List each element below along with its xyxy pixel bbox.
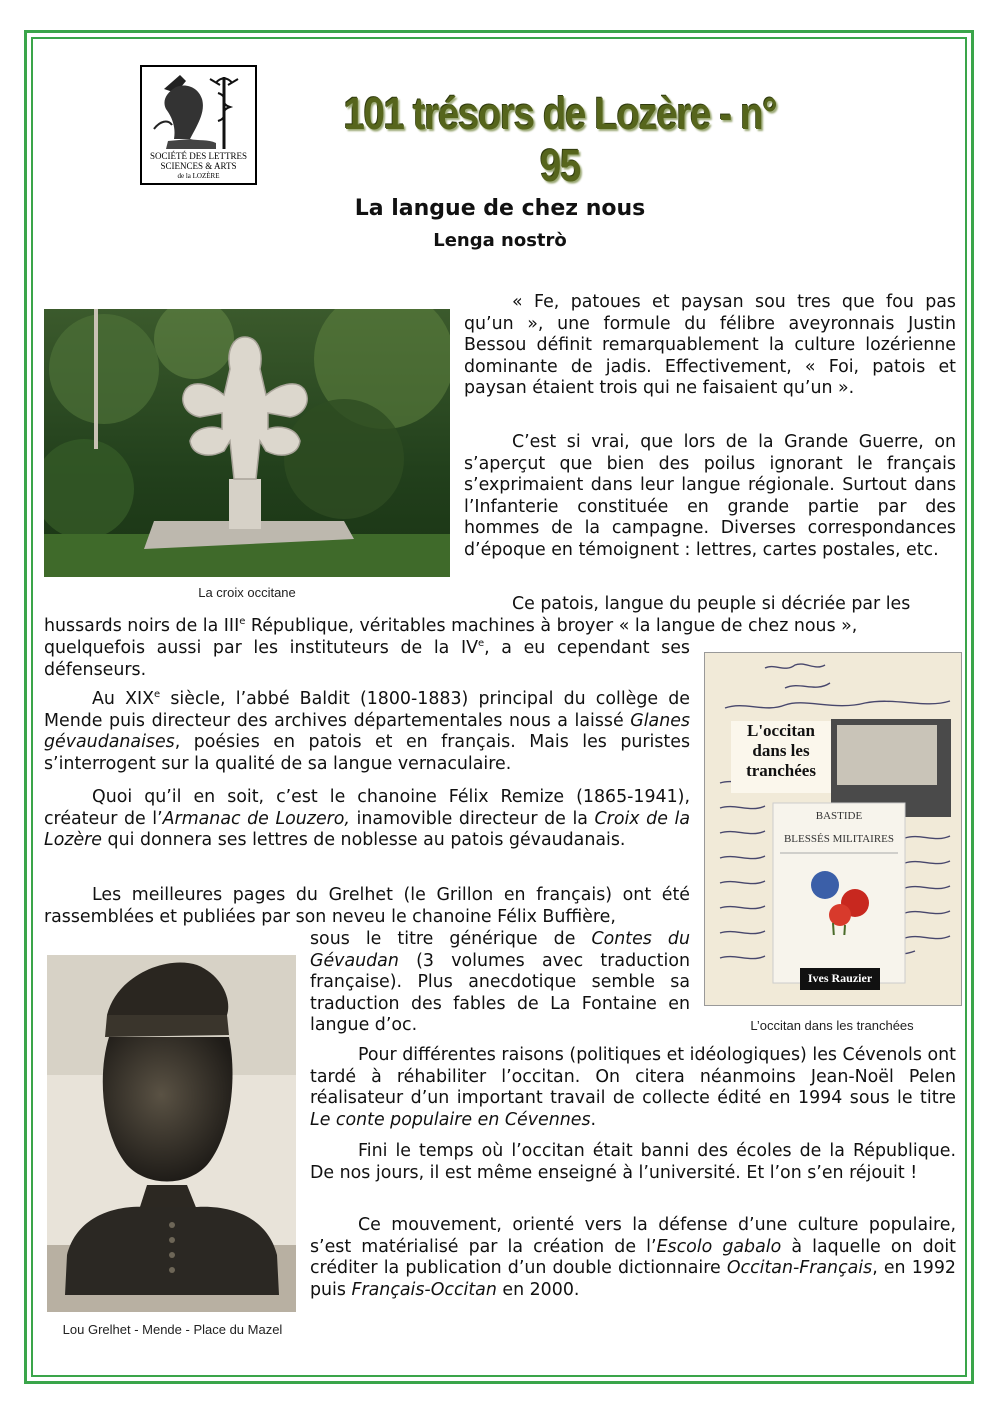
paragraph-3-text-a: Ce patois, langue du peuple si décriée par les [512, 594, 911, 614]
paragraph-4-text-3: , poésies en patois et en français. Mais les puristes s’interrogent sur la qualité de sa langue vernaculaire. [44, 732, 690, 774]
paragraph-8 [310, 1141, 956, 1184]
paragraph-5-text-2: inamovible directeur de la [349, 808, 595, 829]
book-title-line-2: dans les [752, 741, 810, 760]
paragraph-9-text-1: Ce mouvement, orienté vers la défense d’une culture populaire, s’est matérialisé par la création de l’ [310, 1215, 956, 1257]
paragraph-5-text-3: qui donnera ses lettres de noblesse au patois gévaudanais. [102, 830, 626, 850]
paragraph-3-line-1 [464, 594, 956, 616]
paragraph-9-text-2: à laquelle on doit créditer la publication d’un double dictionnaire [310, 1236, 956, 1278]
paragraph-2-text: C’est si vrai, que lors de la Grande Guerre, on s’aperçut que bien des poilus ignorant le français s’exprimaient dans leur langue régionale. Surtout dans l’Infanterie constituée en grande partie par des hommes de la campagne. Diverses correspondances d’époque en témoignent : lettres, cartes postales, etc. [464, 432, 956, 560]
paragraph-9-text-3: , en 1992 puis [310, 1258, 956, 1300]
paragraph-3-text-c: quelquefois aussi par les instituteurs de la IV [44, 638, 478, 658]
occitan-cross-photo [44, 309, 450, 577]
title-croix-lozere: Croix de la Lozère [44, 808, 690, 850]
superscript: e [154, 689, 161, 701]
title-occitan-francais: Occitan-Français [726, 1258, 873, 1278]
paragraph-7-text-1: Pour différentes raisons (politiques et idéologiques) les Cévenols ont tardé à réhabiliter l’occitan. On citera néanmoins Jean-Noël Pelen réalisateur d’un important travail de collecte édité en 1994 sous le titre [310, 1045, 956, 1108]
bust-caption: Lou Grelhet - Mende - Place du Mazel [62, 1322, 283, 1337]
paragraph-9 [310, 1215, 956, 1301]
cross-caption: La croix occitane [198, 585, 296, 600]
book-card-subtitle: BLESSÉS MILITAIRES [783, 833, 895, 845]
book-author: Ives Rauzier [807, 971, 873, 985]
paragraph-8-text: Fini le temps où l’occitan était banni des écoles de la République. De nos jours, il est même enseigné à l’université. Et l’on s’en réjouit ! [310, 1141, 956, 1183]
paragraph-1 [464, 292, 956, 400]
paragraph-4 [44, 689, 690, 775]
paragraph-6-text-a: Les meilleures pages du Grelhet (le Grillon en français) ont été rassemblées et publiées par son neveu le chanoine Félix Buffière, [44, 885, 690, 927]
paragraph-7 [310, 1045, 956, 1131]
paragraph-2 [464, 432, 956, 561]
paragraph-6-text-b1: sous le titre générique de [310, 929, 592, 949]
paragraph-4-text-2: siècle, l’abbé Baldit (1800-1883) principal du collège de Mende puis directeur des archives départementales nous a laissé [44, 689, 691, 731]
title-contes-gevaudan: Contes du Gévaudan [310, 929, 690, 971]
title-conte-populaire: Le conte populaire en Cévennes [310, 1109, 591, 1130]
paragraph-3-line-2 [44, 616, 956, 638]
book-title-glanes: Glanes gévaudanaises [44, 710, 690, 752]
article-title: La langue de chez nous [354, 196, 646, 221]
logo-line-3: de la LOZÈRE [177, 172, 220, 180]
title-escolo-gabalo: Escolo gabalo [656, 1236, 782, 1257]
article-subtitle: Lenga nostrò [433, 230, 567, 251]
paragraph-5 [44, 787, 690, 852]
paragraph-6-a [44, 885, 690, 928]
paragraph-6-text-b2: (3 volumes avec traduction française). Plus anecdotique semble sa traduction des fables de La Fontaine en langue d’oc. [310, 950, 690, 1035]
paragraph-3-text-c2: , a eu cependant ses défenseurs. [44, 638, 690, 680]
paragraph-3-text-b2: République, véritables machines à broyer « la langue de chez nous », [245, 616, 858, 636]
paragraph-9-text-4: en 2000. [496, 1279, 580, 1300]
paragraph-7-text-2: . [590, 1109, 597, 1130]
title-armanac: Armanac de Louzero, [162, 808, 350, 829]
paragraph-6-b [310, 929, 690, 1037]
book-cover-image [704, 652, 962, 1006]
book-card-brand: BASTIDE [815, 810, 863, 822]
paragraph-1-text: « Fe, patoues et paysan sou tres que fou pas qu’un », une formule du félibre aveyronnais Justin Bessou définit remarquablement la culture lozérienne dominante de jadis. Effectivement, « Foi, patois et paysan étaient trois qui ne faisaient qu’un ». [464, 292, 956, 398]
superscript: e [239, 616, 246, 628]
book-title-line-1: L'occitan [747, 721, 815, 740]
book-caption: L’occitan dans les tranchées [750, 1018, 914, 1033]
title-francais-occitan: Français-Occitan [351, 1279, 497, 1300]
society-logo [140, 65, 257, 185]
book-title-box [731, 721, 831, 793]
mercury-emblem-icon [146, 69, 251, 151]
paragraph-4-text-1: Au XIX [92, 689, 155, 709]
paragraph-3-rest [44, 638, 690, 681]
paragraph-5-text-1: Quoi qu’il en soit, c’est le chanoine Félix Remize (1865-1941), créateur de l’ [44, 787, 690, 829]
superscript: e [477, 638, 485, 650]
book-title-line-3: tranchées [746, 761, 816, 780]
logo-line-1: SOCIÉTÉ DES LETTRES [150, 151, 247, 161]
paragraph-3-text-b: hussards noirs de la III [44, 616, 240, 636]
grelhet-bust-photo [47, 955, 296, 1312]
page-title: 101 trésors de Lozère - n° 95 [343, 88, 777, 191]
logo-line-2: SCIENCES & ARTS [160, 161, 237, 171]
